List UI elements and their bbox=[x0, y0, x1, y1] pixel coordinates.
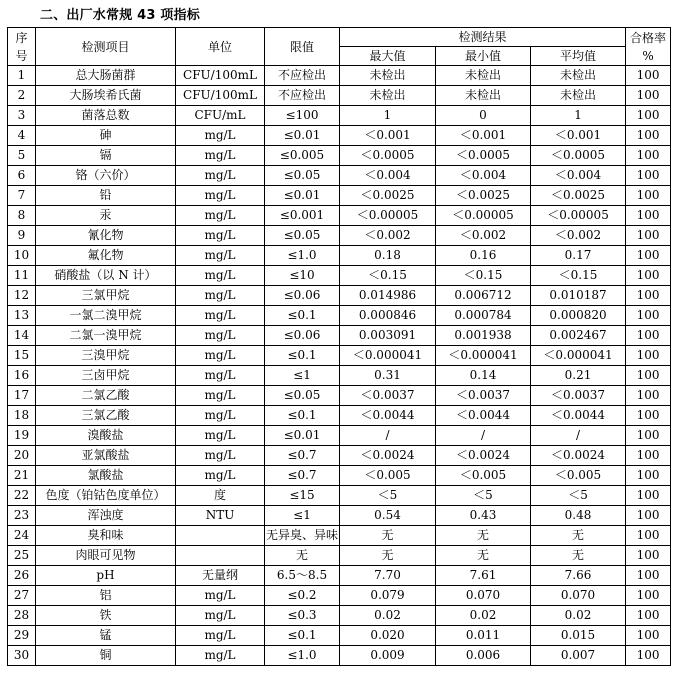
cell-min: 0.16 bbox=[436, 246, 531, 266]
cell-pass-rate: 100 bbox=[626, 606, 671, 626]
cell-min: ＜0.15 bbox=[436, 266, 531, 286]
cell-no: 28 bbox=[8, 606, 36, 626]
cell-max: 0.009 bbox=[340, 646, 436, 666]
cell-unit: mg/L bbox=[176, 246, 265, 266]
cell-unit: mg/L bbox=[176, 366, 265, 386]
cell-pass-rate: 100 bbox=[626, 166, 671, 186]
cell-no: 27 bbox=[8, 586, 36, 606]
cell-unit: NTU bbox=[176, 506, 265, 526]
cell-item-name: 臭和味 bbox=[36, 526, 176, 546]
cell-pass-rate: 100 bbox=[626, 286, 671, 306]
cell-min: 0.070 bbox=[436, 586, 531, 606]
cell-min: ＜0.0037 bbox=[436, 386, 531, 406]
cell-item-name: 总大肠菌群 bbox=[36, 66, 176, 86]
table-row bbox=[8, 346, 671, 366]
cell-no: 15 bbox=[8, 346, 36, 366]
cell-limit: ≤0.1 bbox=[265, 406, 340, 426]
cell-no: 8 bbox=[8, 206, 36, 226]
header-item: 检测项目 bbox=[36, 28, 176, 66]
header-pass-line1: 合格率 bbox=[630, 30, 667, 45]
cell-avg: 无 bbox=[531, 526, 626, 546]
cell-min: / bbox=[436, 426, 531, 446]
table-row bbox=[8, 126, 671, 146]
cell-avg: 0.17 bbox=[531, 246, 626, 266]
cell-item-name: 镉 bbox=[36, 146, 176, 166]
cell-avg: ＜0.005 bbox=[531, 466, 626, 486]
cell-limit: ≤1 bbox=[265, 366, 340, 386]
cell-min: 0 bbox=[436, 106, 531, 126]
cell-min: 0.43 bbox=[436, 506, 531, 526]
cell-max: 0.014986 bbox=[340, 286, 436, 306]
cell-pass-rate: 100 bbox=[626, 86, 671, 106]
table-row bbox=[8, 586, 671, 606]
table-row bbox=[8, 326, 671, 346]
cell-no: 19 bbox=[8, 426, 36, 446]
table-row bbox=[8, 366, 671, 386]
cell-item-name: 氰化物 bbox=[36, 226, 176, 246]
cell-item-name: 铅 bbox=[36, 186, 176, 206]
cell-limit: ≤0.06 bbox=[265, 326, 340, 346]
cell-max: ＜0.004 bbox=[340, 166, 436, 186]
cell-limit: ≤1.0 bbox=[265, 246, 340, 266]
cell-no: 13 bbox=[8, 306, 36, 326]
cell-unit: CFU/mL bbox=[176, 106, 265, 126]
cell-no: 23 bbox=[8, 506, 36, 526]
cell-limit: ≤0.05 bbox=[265, 166, 340, 186]
cell-pass-rate: 100 bbox=[626, 226, 671, 246]
cell-max: 未检出 bbox=[340, 66, 436, 86]
cell-limit: ≤0.3 bbox=[265, 606, 340, 626]
cell-max: ＜5 bbox=[340, 486, 436, 506]
cell-no: 18 bbox=[8, 406, 36, 426]
cell-pass-rate: 100 bbox=[626, 246, 671, 266]
cell-item-name: 色度（铂钴色度单位） bbox=[36, 486, 176, 506]
cell-unit bbox=[176, 526, 265, 546]
cell-min: 未检出 bbox=[436, 86, 531, 106]
cell-no: 10 bbox=[8, 246, 36, 266]
table-row bbox=[8, 646, 671, 666]
cell-item-name: 二氯一溴甲烷 bbox=[36, 326, 176, 346]
cell-avg: 0.02 bbox=[531, 606, 626, 626]
cell-limit: 无异臭、异味 bbox=[265, 526, 340, 546]
cell-item-name: 氟化物 bbox=[36, 246, 176, 266]
cell-unit bbox=[176, 546, 265, 566]
cell-pass-rate: 100 bbox=[626, 486, 671, 506]
header-max: 最大值 bbox=[340, 47, 436, 66]
header-seq-line1: 序 bbox=[15, 30, 28, 45]
cell-unit: mg/L bbox=[176, 306, 265, 326]
cell-max: 0.003091 bbox=[340, 326, 436, 346]
cell-pass-rate: 100 bbox=[626, 266, 671, 286]
cell-item-name: 三氯甲烷 bbox=[36, 286, 176, 306]
header-pass-rate bbox=[626, 28, 671, 66]
table-row bbox=[8, 66, 671, 86]
cell-no: 22 bbox=[8, 486, 36, 506]
cell-item-name: 铜 bbox=[36, 646, 176, 666]
cell-limit: 6.5～8.5 bbox=[265, 566, 340, 586]
cell-min: ＜0.0044 bbox=[436, 406, 531, 426]
table-row bbox=[8, 446, 671, 466]
cell-min: 0.006712 bbox=[436, 286, 531, 306]
cell-min: 0.000784 bbox=[436, 306, 531, 326]
cell-max: 7.70 bbox=[340, 566, 436, 586]
cell-max: 无 bbox=[340, 526, 436, 546]
cell-max: ＜0.15 bbox=[340, 266, 436, 286]
cell-limit: ≤0.1 bbox=[265, 306, 340, 326]
cell-max: / bbox=[340, 426, 436, 446]
cell-avg: 0.002467 bbox=[531, 326, 626, 346]
cell-no: 1 bbox=[8, 66, 36, 86]
cell-min: ＜0.000041 bbox=[436, 346, 531, 366]
header-results: 检测结果 bbox=[340, 28, 626, 47]
cell-limit: ≤0.05 bbox=[265, 386, 340, 406]
cell-avg: 0.000820 bbox=[531, 306, 626, 326]
table-row bbox=[8, 306, 671, 326]
cell-pass-rate: 100 bbox=[626, 366, 671, 386]
cell-limit: 无 bbox=[265, 546, 340, 566]
cell-item-name: 浑浊度 bbox=[36, 506, 176, 526]
cell-unit: mg/L bbox=[176, 466, 265, 486]
header-min: 最小值 bbox=[436, 47, 531, 66]
cell-avg: 0.010187 bbox=[531, 286, 626, 306]
cell-min: 7.61 bbox=[436, 566, 531, 586]
header-unit: 单位 bbox=[176, 28, 265, 66]
cell-pass-rate: 100 bbox=[626, 626, 671, 646]
table-row bbox=[8, 526, 671, 546]
cell-min: ＜0.002 bbox=[436, 226, 531, 246]
cell-unit: mg/L bbox=[176, 426, 265, 446]
cell-item-name: 汞 bbox=[36, 206, 176, 226]
table-row bbox=[8, 466, 671, 486]
cell-limit: 不应检出 bbox=[265, 66, 340, 86]
cell-limit: ≤10 bbox=[265, 266, 340, 286]
cell-unit: mg/L bbox=[176, 446, 265, 466]
cell-min: ＜0.0005 bbox=[436, 146, 531, 166]
cell-item-name: 三卤甲烷 bbox=[36, 366, 176, 386]
cell-item-name: 三氯乙酸 bbox=[36, 406, 176, 426]
cell-unit: mg/L bbox=[176, 286, 265, 306]
cell-max: ＜0.0037 bbox=[340, 386, 436, 406]
cell-no: 5 bbox=[8, 146, 36, 166]
cell-max: 无 bbox=[340, 546, 436, 566]
cell-limit: ≤0.06 bbox=[265, 286, 340, 306]
header-row-1 bbox=[8, 28, 671, 47]
cell-item-name: 亚氯酸盐 bbox=[36, 446, 176, 466]
cell-avg: ＜0.0005 bbox=[531, 146, 626, 166]
cell-max: 0.000846 bbox=[340, 306, 436, 326]
cell-min: 0.02 bbox=[436, 606, 531, 626]
cell-pass-rate: 100 bbox=[626, 646, 671, 666]
cell-avg: 未检出 bbox=[531, 86, 626, 106]
cell-max: ＜0.0024 bbox=[340, 446, 436, 466]
cell-item-name: 二氯乙酸 bbox=[36, 386, 176, 406]
cell-item-name: 一氯二溴甲烷 bbox=[36, 306, 176, 326]
cell-no: 9 bbox=[8, 226, 36, 246]
cell-unit: mg/L bbox=[176, 346, 265, 366]
cell-unit: mg/L bbox=[176, 406, 265, 426]
table-row bbox=[8, 266, 671, 286]
cell-max: ＜0.0044 bbox=[340, 406, 436, 426]
cell-item-name: 肉眼可见物 bbox=[36, 546, 176, 566]
cell-avg: 0.007 bbox=[531, 646, 626, 666]
cell-pass-rate: 100 bbox=[626, 466, 671, 486]
cell-pass-rate: 100 bbox=[626, 66, 671, 86]
cell-no: 6 bbox=[8, 166, 36, 186]
cell-max: ＜0.00005 bbox=[340, 206, 436, 226]
cell-item-name: 溴酸盐 bbox=[36, 426, 176, 446]
cell-pass-rate: 100 bbox=[626, 126, 671, 146]
cell-pass-rate: 100 bbox=[626, 326, 671, 346]
cell-pass-rate: 100 bbox=[626, 186, 671, 206]
cell-pass-rate: 100 bbox=[626, 426, 671, 446]
table-row bbox=[8, 226, 671, 246]
cell-avg: ＜0.0025 bbox=[531, 186, 626, 206]
table-row bbox=[8, 566, 671, 586]
cell-no: 26 bbox=[8, 566, 36, 586]
cell-unit: mg/L bbox=[176, 166, 265, 186]
table-row bbox=[8, 406, 671, 426]
cell-avg: 0.48 bbox=[531, 506, 626, 526]
cell-avg: ＜0.0037 bbox=[531, 386, 626, 406]
table-row bbox=[8, 506, 671, 526]
cell-item-name: 菌落总数 bbox=[36, 106, 176, 126]
cell-limit: ≤1 bbox=[265, 506, 340, 526]
cell-unit: mg/L bbox=[176, 126, 265, 146]
cell-unit: mg/L bbox=[176, 586, 265, 606]
cell-pass-rate: 100 bbox=[626, 306, 671, 326]
cell-unit: CFU/100mL bbox=[176, 66, 265, 86]
cell-min: 0.001938 bbox=[436, 326, 531, 346]
cell-no: 11 bbox=[8, 266, 36, 286]
cell-avg: ＜0.004 bbox=[531, 166, 626, 186]
cell-limit: ≤0.005 bbox=[265, 146, 340, 166]
cell-limit: ≤0.01 bbox=[265, 426, 340, 446]
header-seq bbox=[8, 28, 36, 66]
cell-item-name: pH bbox=[36, 566, 176, 586]
cell-item-name: 铬（六价） bbox=[36, 166, 176, 186]
cell-item-name: 铝 bbox=[36, 586, 176, 606]
cell-avg: 0.015 bbox=[531, 626, 626, 646]
cell-avg: 无 bbox=[531, 546, 626, 566]
cell-avg: 0.070 bbox=[531, 586, 626, 606]
cell-limit: ≤0.7 bbox=[265, 446, 340, 466]
cell-max: 1 bbox=[340, 106, 436, 126]
cell-unit: mg/L bbox=[176, 206, 265, 226]
cell-limit: ≤0.05 bbox=[265, 226, 340, 246]
cell-avg: ＜0.0044 bbox=[531, 406, 626, 426]
cell-limit: ≤1.0 bbox=[265, 646, 340, 666]
cell-avg: 未检出 bbox=[531, 66, 626, 86]
cell-limit: 不应检出 bbox=[265, 86, 340, 106]
cell-no: 12 bbox=[8, 286, 36, 306]
cell-pass-rate: 100 bbox=[626, 446, 671, 466]
cell-limit: ≤0.2 bbox=[265, 586, 340, 606]
cell-max: ＜0.000041 bbox=[340, 346, 436, 366]
table-row bbox=[8, 186, 671, 206]
cell-pass-rate: 100 bbox=[626, 406, 671, 426]
cell-unit: mg/L bbox=[176, 226, 265, 246]
cell-item-name: 硝酸盐（以 N 计） bbox=[36, 266, 176, 286]
cell-no: 14 bbox=[8, 326, 36, 346]
cell-item-name: 三溴甲烷 bbox=[36, 346, 176, 366]
cell-min: ＜0.005 bbox=[436, 466, 531, 486]
cell-item-name: 砷 bbox=[36, 126, 176, 146]
table-body bbox=[8, 66, 671, 666]
cell-max: 0.020 bbox=[340, 626, 436, 646]
table-row bbox=[8, 86, 671, 106]
header-pass-line2: % bbox=[642, 48, 654, 63]
cell-max: 0.079 bbox=[340, 586, 436, 606]
cell-pass-rate: 100 bbox=[626, 386, 671, 406]
cell-unit: mg/L bbox=[176, 606, 265, 626]
table-row bbox=[8, 246, 671, 266]
table-row bbox=[8, 546, 671, 566]
cell-min: ＜5 bbox=[436, 486, 531, 506]
cell-no: 2 bbox=[8, 86, 36, 106]
cell-limit: ≤0.1 bbox=[265, 626, 340, 646]
cell-unit: 无量纲 bbox=[176, 566, 265, 586]
cell-no: 30 bbox=[8, 646, 36, 666]
cell-no: 29 bbox=[8, 626, 36, 646]
cell-item-name: 氯酸盐 bbox=[36, 466, 176, 486]
cell-max: ＜0.0005 bbox=[340, 146, 436, 166]
cell-unit: mg/L bbox=[176, 326, 265, 346]
cell-avg: ＜5 bbox=[531, 486, 626, 506]
cell-max: 0.54 bbox=[340, 506, 436, 526]
cell-no: 17 bbox=[8, 386, 36, 406]
cell-max: 0.18 bbox=[340, 246, 436, 266]
cell-pass-rate: 100 bbox=[626, 346, 671, 366]
cell-max: 0.31 bbox=[340, 366, 436, 386]
cell-avg: ＜0.002 bbox=[531, 226, 626, 246]
cell-no: 21 bbox=[8, 466, 36, 486]
cell-pass-rate: 100 bbox=[626, 546, 671, 566]
cell-pass-rate: 100 bbox=[626, 586, 671, 606]
cell-min: ＜0.001 bbox=[436, 126, 531, 146]
cell-limit: ≤0.1 bbox=[265, 346, 340, 366]
cell-no: 25 bbox=[8, 546, 36, 566]
cell-min: 0.006 bbox=[436, 646, 531, 666]
section-title: 二、出厂水常规 43 项指标 bbox=[40, 8, 200, 23]
cell-avg: / bbox=[531, 426, 626, 446]
cell-avg: ＜0.001 bbox=[531, 126, 626, 146]
cell-max: 未检出 bbox=[340, 86, 436, 106]
cell-min: 未检出 bbox=[436, 66, 531, 86]
table-row bbox=[8, 146, 671, 166]
water-quality-table bbox=[7, 27, 671, 666]
cell-unit: CFU/100mL bbox=[176, 86, 265, 106]
cell-limit: ≤15 bbox=[265, 486, 340, 506]
table-row bbox=[8, 486, 671, 506]
cell-max: 0.02 bbox=[340, 606, 436, 626]
cell-min: ＜0.0025 bbox=[436, 186, 531, 206]
cell-max: ＜0.005 bbox=[340, 466, 436, 486]
cell-avg: 7.66 bbox=[531, 566, 626, 586]
cell-avg: ＜0.000041 bbox=[531, 346, 626, 366]
cell-pass-rate: 100 bbox=[626, 506, 671, 526]
cell-max: ＜0.002 bbox=[340, 226, 436, 246]
cell-avg: 0.21 bbox=[531, 366, 626, 386]
cell-max: ＜0.0025 bbox=[340, 186, 436, 206]
cell-item-name: 铁 bbox=[36, 606, 176, 626]
cell-pass-rate: 100 bbox=[626, 206, 671, 226]
cell-pass-rate: 100 bbox=[626, 106, 671, 126]
cell-pass-rate: 100 bbox=[626, 146, 671, 166]
cell-limit: ≤0.01 bbox=[265, 186, 340, 206]
cell-pass-rate: 100 bbox=[626, 566, 671, 586]
cell-limit: ≤0.01 bbox=[265, 126, 340, 146]
cell-limit: ≤0.7 bbox=[265, 466, 340, 486]
table-row bbox=[8, 386, 671, 406]
cell-min: 无 bbox=[436, 526, 531, 546]
cell-unit: mg/L bbox=[176, 626, 265, 646]
table-row bbox=[8, 166, 671, 186]
table-row bbox=[8, 426, 671, 446]
cell-no: 3 bbox=[8, 106, 36, 126]
cell-avg: 1 bbox=[531, 106, 626, 126]
cell-min: ＜0.00005 bbox=[436, 206, 531, 226]
cell-limit: ≤0.001 bbox=[265, 206, 340, 226]
cell-limit: ≤100 bbox=[265, 106, 340, 126]
cell-pass-rate: 100 bbox=[626, 526, 671, 546]
cell-item-name: 大肠埃希氏菌 bbox=[36, 86, 176, 106]
cell-no: 4 bbox=[8, 126, 36, 146]
cell-no: 16 bbox=[8, 366, 36, 386]
header-limit: 限值 bbox=[265, 28, 340, 66]
cell-min: ＜0.0024 bbox=[436, 446, 531, 466]
cell-max: ＜0.001 bbox=[340, 126, 436, 146]
cell-no: 20 bbox=[8, 446, 36, 466]
cell-avg: ＜0.0024 bbox=[531, 446, 626, 466]
cell-avg: ＜0.00005 bbox=[531, 206, 626, 226]
cell-unit: mg/L bbox=[176, 266, 265, 286]
cell-min: ＜0.004 bbox=[436, 166, 531, 186]
cell-item-name: 锰 bbox=[36, 626, 176, 646]
header-seq-line2: 号 bbox=[15, 48, 28, 63]
cell-unit: mg/L bbox=[176, 186, 265, 206]
table-row bbox=[8, 106, 671, 126]
cell-no: 7 bbox=[8, 186, 36, 206]
cell-min: 0.011 bbox=[436, 626, 531, 646]
header-avg: 平均值 bbox=[531, 47, 626, 66]
cell-unit: mg/L bbox=[176, 386, 265, 406]
cell-unit: 度 bbox=[176, 486, 265, 506]
cell-min: 无 bbox=[436, 546, 531, 566]
cell-unit: mg/L bbox=[176, 646, 265, 666]
cell-no: 24 bbox=[8, 526, 36, 546]
table-row bbox=[8, 606, 671, 626]
cell-unit: mg/L bbox=[176, 146, 265, 166]
table-row bbox=[8, 286, 671, 306]
table-row bbox=[8, 206, 671, 226]
cell-avg: ＜0.15 bbox=[531, 266, 626, 286]
table-row bbox=[8, 626, 671, 646]
cell-min: 0.14 bbox=[436, 366, 531, 386]
